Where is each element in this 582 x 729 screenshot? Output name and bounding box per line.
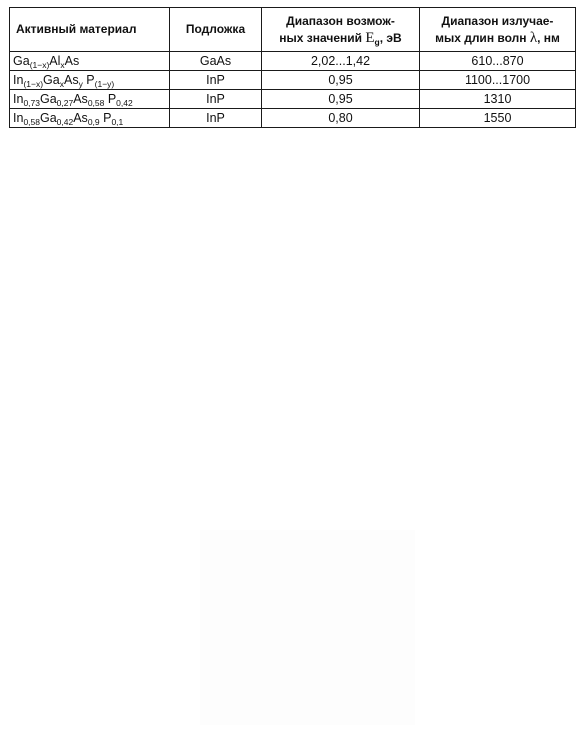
energy-cell: 0,80 (262, 109, 420, 128)
formula-part: P (99, 111, 112, 125)
wavelength-cell: 610...870 (420, 52, 576, 71)
header-substrate: Подложка (170, 8, 262, 52)
wavelength-cell: 1100...1700 (420, 71, 576, 90)
formula-subscript: (1−y) (94, 79, 115, 89)
header-energy-unit: , эВ (379, 30, 402, 45)
header-wave-unit: , нм (537, 30, 560, 45)
substrate-cell: InP (170, 71, 262, 90)
table-row (10, 109, 576, 128)
materials-table-container (9, 7, 575, 128)
formula-subscript: y (78, 79, 83, 89)
formula-part: In (13, 73, 24, 87)
energy-symbol-sub: g (374, 36, 380, 47)
substrate-cell: InP (170, 109, 262, 128)
formula-subscript: 0,27 (56, 98, 74, 108)
formula-subscript: 0,42 (116, 98, 133, 108)
header-energy-line2: ных значений (279, 30, 363, 45)
material-formula (10, 109, 170, 128)
formula-part: Al (49, 54, 61, 68)
table-header-row (10, 8, 576, 52)
formula-subscript: (1−x) (29, 60, 50, 70)
formula-part: As (64, 54, 80, 68)
formula-subscript: x (60, 60, 65, 70)
formula-part: In (13, 111, 24, 125)
wavelength-cell: 1310 (420, 90, 576, 109)
materials-table (9, 7, 576, 128)
blank-scan-area (200, 530, 415, 725)
formula-subscript: 0,1 (111, 117, 124, 127)
formula-part: Ga (43, 73, 60, 87)
wavelength-symbol: λ (529, 29, 538, 46)
formula-part: As (63, 73, 79, 87)
formula-subscript: 0,42 (56, 117, 74, 127)
formula-subscript: (1−x) (23, 79, 44, 89)
energy-cell: 0,95 (262, 71, 420, 90)
header-wave-line2: мых длин волн (435, 30, 527, 45)
formula-part: In (13, 92, 24, 106)
formula-part: Ga (13, 54, 30, 68)
energy-cell: 0,95 (262, 90, 420, 109)
material-formula (10, 90, 170, 109)
formula-part: P (104, 92, 117, 106)
table-row (10, 71, 576, 90)
formula-part: Ga (39, 111, 57, 125)
table-row (10, 52, 576, 71)
header-energy-range (262, 8, 420, 52)
formula-part: As (73, 92, 88, 106)
header-material: Активный материал (10, 8, 170, 52)
header-energy-line1: Диапазон возмож- (286, 13, 395, 28)
formula-subscript: 0,58 (87, 98, 105, 108)
material-formula (10, 71, 170, 90)
energy-symbol: E (365, 29, 375, 46)
formula-subscript: 0,58 (23, 117, 40, 127)
formula-subscript: 0,73 (23, 98, 40, 108)
formula-subscript: x (59, 79, 64, 89)
formula-part: As (73, 111, 88, 125)
table-row (10, 90, 576, 109)
formula-part: Ga (39, 92, 57, 106)
header-wavelength-range (420, 8, 576, 52)
header-wave-line1: Диапазон излучае- (441, 13, 554, 28)
formula-subscript: 0,9 (87, 117, 100, 127)
material-formula (10, 52, 170, 71)
formula-part: P (82, 73, 95, 87)
substrate-cell: InP (170, 90, 262, 109)
wavelength-cell: 1550 (420, 109, 576, 128)
substrate-cell: GaAs (170, 52, 262, 71)
energy-cell: 2,02...1,42 (262, 52, 420, 71)
